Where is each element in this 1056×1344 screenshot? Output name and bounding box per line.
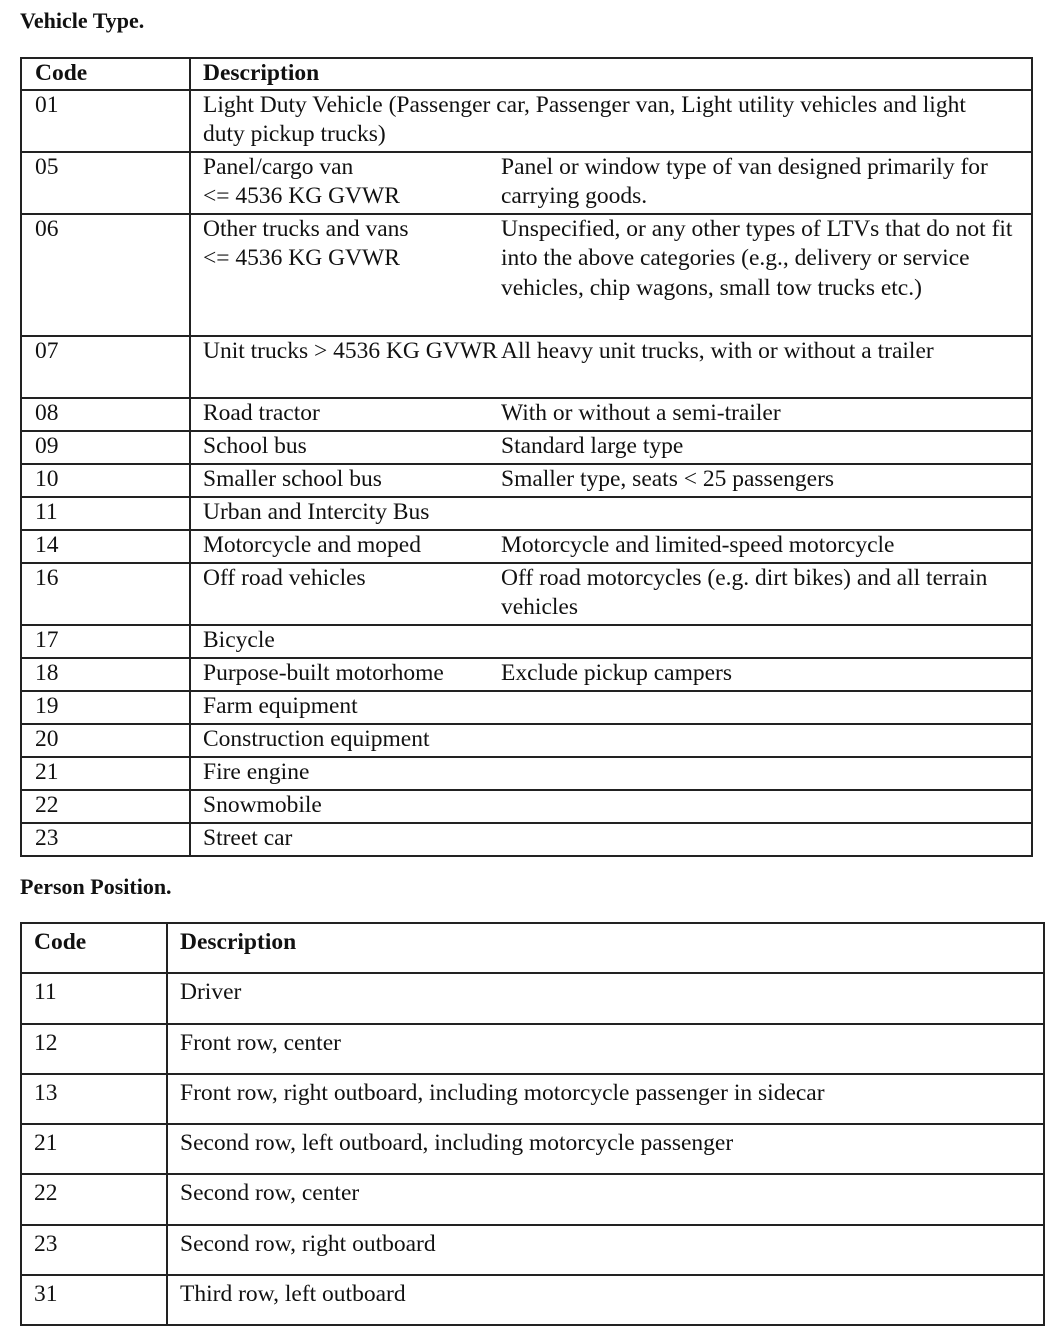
vehicle-code: 20 (21, 724, 190, 757)
vehicle-description (190, 152, 1032, 214)
vehicle-description (190, 563, 1032, 625)
table-row (21, 398, 1032, 431)
vehicle-description (190, 823, 1032, 856)
vehicle-description (190, 464, 1032, 497)
vehicle-type-table (20, 57, 1033, 857)
table-row (21, 530, 1032, 563)
column-header-code: Code (21, 58, 190, 90)
position-code: 11 (21, 973, 167, 1023)
position-description: Driver (167, 973, 1044, 1023)
vehicle-name: Unit trucks > 4536 KG GVWR (203, 337, 498, 364)
vehicle-description (190, 790, 1032, 823)
vehicle-name: Road tractor (203, 399, 320, 426)
vehicle-description (190, 530, 1032, 563)
vehicle-code: 09 (21, 431, 190, 464)
column-header-description: Description (167, 923, 1044, 973)
vehicle-note: Exclude pickup campers (501, 659, 732, 686)
column-header-code: Code (21, 923, 167, 973)
vehicle-note: Standard large type (501, 432, 684, 459)
position-code: 31 (21, 1275, 167, 1325)
column-header-description: Description (190, 58, 1032, 90)
table-row (21, 790, 1032, 823)
vehicle-name: Light Duty Vehicle (Passenger car, Passenger van, Light utility vehicles and light duty pickup trucks) (203, 91, 966, 147)
vehicle-name: Fire engine (203, 758, 310, 785)
vehicle-description (190, 691, 1032, 724)
table-row (21, 1024, 1044, 1074)
table-row (21, 625, 1032, 658)
vehicle-description (190, 431, 1032, 464)
table-row (21, 1074, 1044, 1124)
position-code: 22 (21, 1174, 167, 1224)
vehicle-note: Smaller type, seats < 25 passengers (501, 465, 835, 492)
table-row (21, 973, 1044, 1023)
table-row (21, 691, 1032, 724)
table-row (21, 152, 1032, 214)
table-row (21, 563, 1032, 625)
vehicle-name: Motorcycle and moped (203, 531, 421, 558)
vehicle-note (501, 725, 1031, 755)
vehicle-note (501, 626, 1031, 656)
vehicle-description (190, 658, 1032, 691)
vehicle-note: With or without a semi-trailer (501, 399, 781, 426)
vehicle-name: Urban and Intercity Bus (203, 498, 430, 525)
vehicle-type-heading: Vehicle Type. (20, 8, 145, 33)
vehicle-code: 14 (21, 530, 190, 563)
position-code: 23 (21, 1225, 167, 1275)
position-code: 21 (21, 1124, 167, 1174)
vehicle-note (501, 498, 1031, 528)
position-description: Front row, center (167, 1024, 1044, 1074)
vehicle-code: 05 (21, 152, 190, 214)
table-row (21, 823, 1032, 856)
vehicle-name: Street car (203, 824, 293, 851)
table-row (21, 90, 1032, 152)
position-description: Second row, left outboard, including motorcycle passenger (167, 1124, 1044, 1174)
person-position-heading: Person Position. (20, 874, 172, 899)
vehicle-description (190, 336, 1032, 398)
vehicle-description (190, 90, 1032, 152)
vehicle-code: 16 (21, 563, 190, 625)
vehicle-name: Farm equipment (203, 692, 358, 719)
position-description: Third row, left outboard (167, 1275, 1044, 1325)
table-row (21, 431, 1032, 464)
vehicle-note: All heavy unit trucks, with or without a trailer (501, 337, 934, 364)
position-description: Front row, right outboard, including motorcycle passenger in sidecar (167, 1074, 1044, 1124)
position-code: 12 (21, 1024, 167, 1074)
vehicle-note (501, 791, 1031, 821)
table-row (21, 724, 1032, 757)
table-row (21, 497, 1032, 530)
vehicle-description (190, 757, 1032, 790)
vehicle-name: Bicycle (203, 626, 275, 653)
vehicle-note: Unspecified, or any other types of LTVs that do not fit into the above categories (e.g., delivery or service vehicles, chip wagons, small tow trucks etc.) (501, 215, 1013, 301)
vehicle-name: Off road vehicles (203, 564, 366, 591)
position-description: Second row, right outboard (167, 1225, 1044, 1275)
table-row (21, 1275, 1044, 1325)
vehicle-description (190, 625, 1032, 658)
vehicle-code: 18 (21, 658, 190, 691)
vehicle-code: 23 (21, 823, 190, 856)
vehicle-code: 11 (21, 497, 190, 530)
vehicle-code: 07 (21, 336, 190, 398)
vehicle-type-header-row (21, 58, 1032, 90)
position-description: Second row, center (167, 1174, 1044, 1224)
vehicle-code: 01 (21, 90, 190, 152)
vehicle-note (501, 758, 1031, 788)
vehicle-name: Other trucks and vans <= 4536 KG GVWR (203, 215, 409, 271)
table-row (21, 658, 1032, 691)
vehicle-description (190, 214, 1032, 336)
position-code: 13 (21, 1074, 167, 1124)
vehicle-code: 21 (21, 757, 190, 790)
person-position-table (20, 922, 1045, 1326)
vehicle-name: School bus (203, 432, 307, 459)
table-row (21, 1225, 1044, 1275)
vehicle-description (190, 398, 1032, 431)
table-row (21, 1174, 1044, 1224)
vehicle-name: Panel/cargo van <= 4536 KG GVWR (203, 153, 400, 209)
table-row (21, 214, 1032, 336)
person-position-header-row (21, 923, 1044, 973)
table-row (21, 464, 1032, 497)
vehicle-note: Motorcycle and limited-speed motorcycle (501, 531, 895, 558)
vehicle-code: 22 (21, 790, 190, 823)
vehicle-note: Off road motorcycles (e.g. dirt bikes) and all terrain vehicles (501, 564, 988, 620)
vehicle-note (501, 692, 1031, 722)
vehicle-name: Snowmobile (203, 791, 322, 818)
vehicle-code: 19 (21, 691, 190, 724)
vehicle-name: Purpose-built motorhome (203, 659, 444, 686)
vehicle-name: Smaller school bus (203, 465, 382, 492)
table-row (21, 336, 1032, 398)
vehicle-description (190, 724, 1032, 757)
vehicle-code: 10 (21, 464, 190, 497)
vehicle-description (190, 497, 1032, 530)
vehicle-code: 08 (21, 398, 190, 431)
vehicle-code: 06 (21, 214, 190, 336)
vehicle-note (501, 824, 1031, 854)
table-row (21, 757, 1032, 790)
vehicle-code: 17 (21, 625, 190, 658)
table-row (21, 1124, 1044, 1174)
vehicle-name: Construction equipment (203, 725, 430, 752)
vehicle-note: Panel or window type of van designed primarily for carrying goods. (501, 153, 988, 209)
